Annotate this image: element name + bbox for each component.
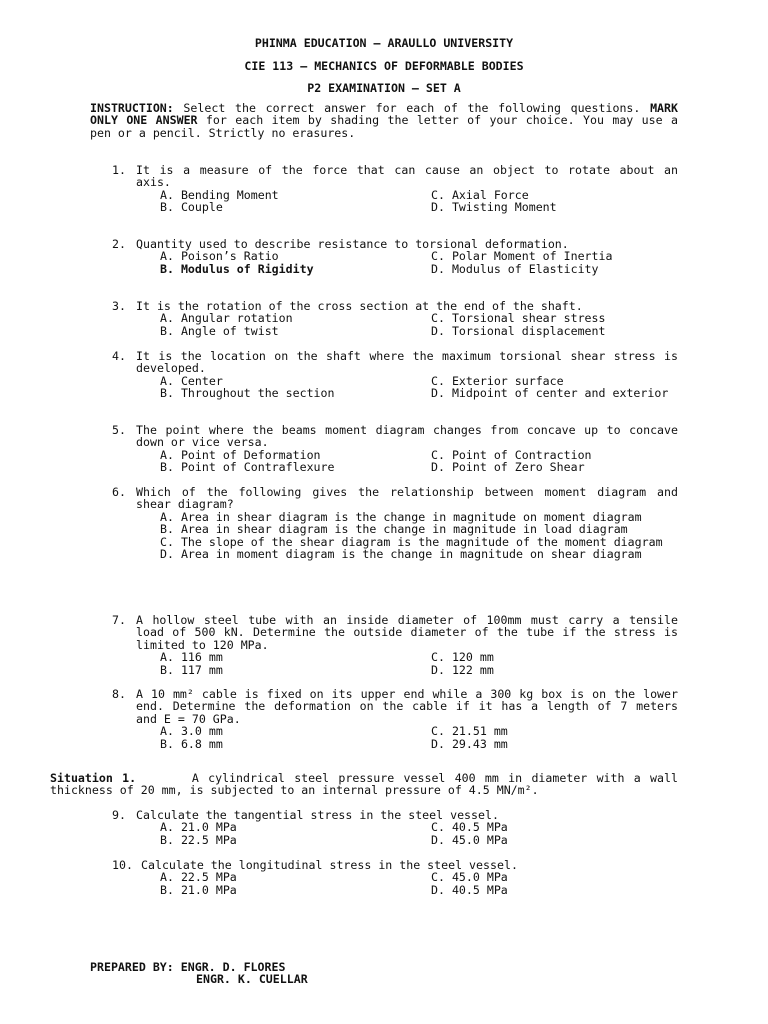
option-c[interactable]: C. Axial Force [431, 187, 529, 202]
options [160, 375, 678, 400]
question-5 [112, 424, 678, 474]
option-c[interactable]: C. 45.0 MPa [431, 870, 508, 885]
option-a[interactable]: A. Point of Deformation [160, 447, 321, 462]
option-d[interactable]: D. 29.43 mm [431, 736, 508, 751]
option-d[interactable]: D. Area in moment diagram is the change in magnitude on shear diagram [160, 547, 642, 562]
situation-1 [50, 772, 678, 797]
question-number: 3. [112, 299, 126, 313]
option-d[interactable]: D. Modulus of Elasticity [431, 261, 599, 276]
instruction-paragraph [90, 102, 678, 139]
option-a[interactable]: A. Center [160, 373, 223, 388]
question-number: 4. [112, 349, 126, 363]
question-stem: Which of the following gives the relationship between moment diagram and shear diagram? [136, 485, 678, 512]
instruction-label: INSTRUCTION: [90, 101, 174, 115]
question-number: 8. [112, 687, 126, 701]
option-c[interactable]: C. 40.5 MPa [431, 820, 508, 835]
exam-title: P2 EXAMINATION – SET A [307, 81, 461, 95]
option-a[interactable]: A. Area in shear diagram is the change in magnitude on moment diagram [160, 509, 642, 524]
question-number: 9. [112, 808, 126, 822]
prepared-by [90, 961, 308, 986]
question-stem: Quantity used to describe resistance to torsional deformation. [136, 237, 569, 251]
option-c[interactable]: C. Polar Moment of Inertia [431, 249, 613, 264]
options [160, 871, 678, 896]
instruction-text-1: Select the correct answer for each of the following questions. [173, 101, 651, 115]
question-number: 10. [112, 858, 133, 872]
instruction-text-2: for each item by shading the letter of your choice. You may use a pen or a pencil. Strictly no erasures. [90, 113, 678, 140]
option-c[interactable]: C. Exterior surface [431, 373, 564, 388]
question-2 [112, 238, 678, 275]
option-a[interactable]: A. Bending Moment [160, 187, 279, 202]
option-d[interactable]: D. 45.0 MPa [431, 832, 508, 847]
option-d[interactable]: D. 40.5 MPa [431, 882, 508, 897]
options [160, 250, 678, 275]
question-3 [112, 300, 678, 337]
option-d[interactable]: D. Point of Zero Shear [431, 460, 585, 475]
question-10 [112, 859, 678, 896]
options [160, 725, 678, 750]
prepared-label: PREPARED BY: [90, 960, 174, 974]
option-c[interactable]: C. Torsional shear stress [431, 311, 606, 326]
preparer-name-1: ENGR. D. FLORES [180, 960, 286, 974]
option-d[interactable]: D. 122 mm [431, 662, 494, 677]
option-b[interactable]: B. Point of Contraflexure [160, 460, 335, 475]
question-7 [112, 614, 678, 676]
options [160, 312, 678, 337]
option-b[interactable]: B. 21.0 MPa [160, 882, 237, 897]
option-c[interactable]: C. 120 mm [431, 650, 494, 665]
option-a[interactable]: A. 116 mm [160, 650, 223, 665]
preparer-name-2: ENGR. K. CUELLAR [196, 972, 308, 987]
options [160, 449, 678, 474]
option-d[interactable]: D. Twisting Moment [431, 200, 557, 215]
question-stem: It is the rotation of the cross section at the end of the shaft. [136, 299, 583, 313]
question-stem: Calculate the tangential stress in the steel vessel. [136, 808, 499, 822]
question-number: 1. [112, 163, 126, 177]
question-stem: The point where the beams moment diagram changes from concave up to concave down or vice versa. [136, 423, 678, 450]
option-a[interactable]: A. Poison’s Ratio [160, 249, 279, 264]
question-stem: A 10 mm² cable is fixed on its upper end while a 300 kg box is on the lower end. Determine the deformation on the cable if it has a length of 7 meters and E = 70 GPa. [136, 687, 678, 726]
situation-label: Situation 1. [50, 771, 137, 785]
option-a[interactable]: A. Angular rotation [160, 311, 293, 326]
option-d[interactable]: D. Torsional displacement [431, 323, 606, 338]
option-d[interactable]: D. Midpoint of center and exterior [431, 386, 669, 401]
option-c[interactable]: C. 21.51 mm [431, 724, 508, 739]
question-number: 2. [112, 237, 126, 251]
options [160, 651, 678, 676]
option-c[interactable]: C. The slope of the shear diagram is the magnitude of the moment diagram [160, 534, 663, 549]
instruction-emphasis: MARK ONLY ONE ANSWER [90, 101, 678, 128]
question-1 [112, 164, 678, 214]
option-a[interactable]: A. 21.0 MPa [160, 820, 237, 835]
option-b[interactable]: B. Throughout the section [160, 386, 335, 401]
question-stem: It is the location on the shaft where the maximum torsional shear stress is developed. [136, 349, 678, 376]
option-b[interactable]: B. Area in shear diagram is the change in magnitude in load diagram [160, 522, 628, 537]
question-4 [112, 350, 678, 400]
question-6 [112, 486, 678, 560]
situation-text: A cylindrical steel pressure vessel 400 mm in diameter with a wall thickness of 20 mm, is subjected to an internal pressure of 4.5 MN/m². [50, 771, 678, 798]
course-title: CIE 113 – MECHANICS OF DEFORMABLE BODIES [244, 59, 524, 73]
question-stem: A hollow steel tube with an inside diameter of 100mm must carry a tensile load of 500 kN. Determine the outside diameter of the tube if the stress is limited to 120 MPa. [136, 613, 678, 652]
options [160, 821, 678, 846]
question-number: 5. [112, 423, 126, 437]
option-a[interactable]: A. 3.0 mm [160, 724, 223, 739]
question-number: 6. [112, 485, 126, 499]
option-c[interactable]: C. Point of Contraction [431, 447, 592, 462]
option-b[interactable]: B. 117 mm [160, 662, 223, 677]
option-a[interactable]: A. 22.5 MPa [160, 870, 237, 885]
question-8 [112, 688, 678, 750]
question-stem: It is a measure of the force that can cause an object to rotate about an axis. [136, 163, 678, 190]
option-b[interactable]: B. Angle of twist [160, 323, 279, 338]
question-stem: Calculate the longitudinal stress in the steel vessel. [141, 858, 518, 872]
option-b[interactable]: B. 22.5 MPa [160, 832, 237, 847]
question-number: 7. [112, 613, 126, 627]
options [160, 189, 678, 214]
question-9 [112, 809, 678, 846]
university-title: PHINMA EDUCATION – ARAULLO UNIVERSITY [254, 36, 514, 50]
option-b[interactable]: B. Couple [160, 200, 223, 215]
options [160, 511, 678, 561]
option-b[interactable]: B. 6.8 mm [160, 736, 223, 751]
option-b[interactable]: B. Modulus of Rigidity [160, 261, 314, 276]
